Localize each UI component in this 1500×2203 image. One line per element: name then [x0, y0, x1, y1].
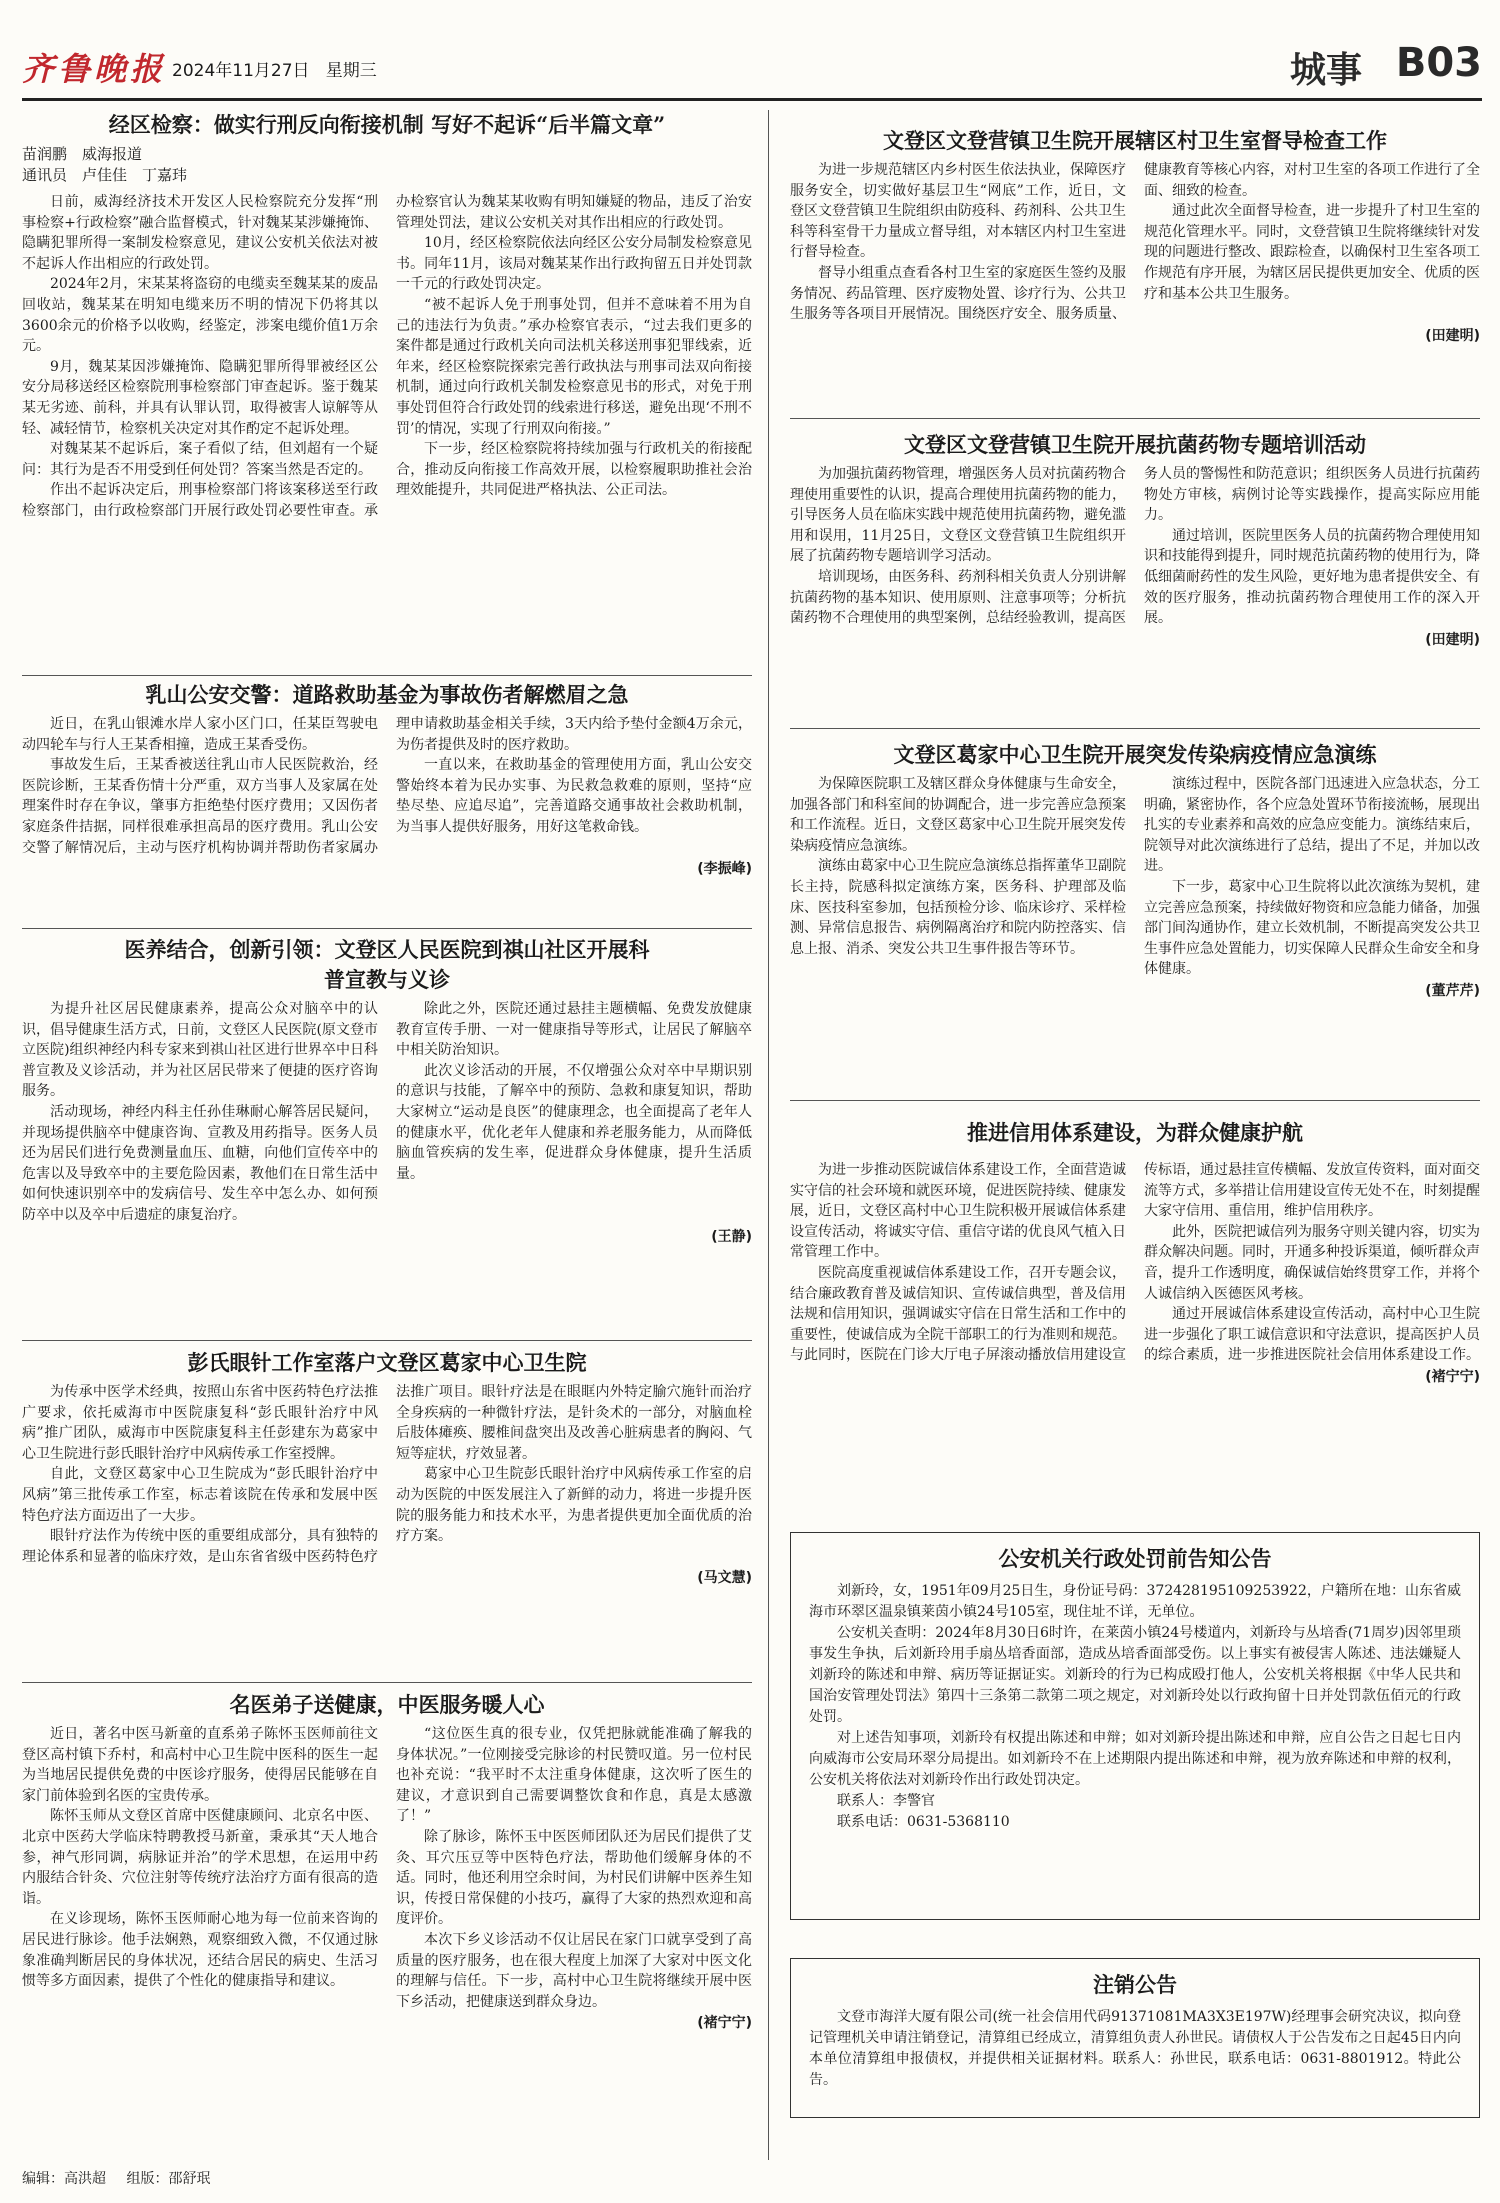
article-body — [22, 192, 752, 522]
article-paragraph: 2024年2月，宋某某将盗窃的电缆卖至魏某某的废品回收站，魏某某在明知电缆来历不明的情况下仍将其以3600余元的价格予以收购，经鉴定，涉案电缆价值1万余元。 — [22, 276, 378, 355]
footer-designer: 组版：邵舒珉 — [126, 2171, 211, 2187]
article-author: (褚宁宁) — [697, 2015, 752, 2032]
article-author: (董芹芹) — [1425, 982, 1480, 999]
article-paragraph: 培训现场，由医务科、药剂科相关负责人分别讲解抗菌药物的基本知识、使用原则、注意事项等；分析抗菌药物不合理使用的典型案例，总结经验教训，提高医务人员的警惕性和防范意识；组织医务人员进行抗菌药物处方审核，病例讨论等实践操作，提高实际应用能力。 — [790, 466, 1480, 627]
article-divider — [22, 1340, 752, 1341]
issue-date — [172, 56, 377, 81]
article-byline: 通讯员 卢佳佳 丁嘉玮 — [22, 166, 188, 184]
article-body — [790, 774, 1480, 980]
article-body — [22, 999, 752, 1226]
article-divider — [790, 728, 1480, 729]
article-body — [790, 160, 1480, 325]
article-paragraph: 为加强抗菌药物管理，增强医务人员对抗菌药物合理使用重要性的认识，提高合理使用抗菌药物的能力，引导医务人员在临床实践中规范使用抗菌药物，避免滥用和误用，11月25日，文登区文登营镇卫生院组织开展了抗菌药物专题培训学习活动。 — [790, 466, 1126, 565]
article-paragraph: 10月，经区检察院依法向经区公安分局制发检察意见书。同年11月，该局对魏某某作出行政拘留五日并处罚款一千元的行政处罚决定。 — [396, 235, 752, 293]
section-title: 城事 — [1289, 49, 1362, 91]
article-author: (王静) — [711, 1228, 752, 1245]
article-paragraph: 为传承中医学术经典，按照山东省中医药特色疗法推广要求，依托威海市中医院康复科“彭氏眼针治疗中风病”推广团队，威海市中医院康复科主任彭建东为葛家中心卫生院进行彭氏眼针治疗中风病传承工作室授牌。 — [22, 1384, 378, 1462]
article-paragraph: 为进一步推动医院诚信体系建设工作，全面营造诚实守信的社会环境和就医环境，促进医院持续、健康发展，近日，文登区高村中心卫生院积极开展诚信体系建设宣传活动，将诚实守信、重信守诺的优良风气植入日常管理工作中。 — [790, 1162, 1126, 1261]
article-paragraph: 一直以来，在救助基金的管理使用方面，乳山公安交警始终本着为民办实事、为民救急救难的原则，坚持“应垫尽垫、应追尽追”，完善道路交通事故社会救助机制，为当事人提供好服务，用好这笔救命钱。 — [396, 757, 752, 835]
article-paragraph: 此次义诊活动的开展，不仅增强公众对卒中早期识别的意识与技能，了解卒中的预防、急救和康复知识，帮助大家树立“运动是良医”的健康理念，也全面提高了老年人的健康水平，优化老年人健康和养老服务能力，从而降低脑血管疾病的发生率，促进群众身体健康，提升生活质量。 — [396, 1062, 752, 1182]
article-antibacterial-training — [790, 430, 1480, 720]
article-peng-eye-needle — [22, 1348, 752, 1678]
article-body — [790, 1160, 1480, 1366]
article-headline: 名医弟子送健康，中医服务暖人心 — [229, 1692, 545, 1717]
article-body — [790, 464, 1480, 629]
article-paragraph: 陈怀玉师从文登区首席中医健康顾问、北京名中医、北京中医药大学临床特聘教授马新童，秉承其“天人地合参，神气形同调，病脉证并治”的学术思想，在运用中药内服结合针灸、穴位注射等传统疗法治疗方面有很高的造诣。 — [22, 1808, 378, 1907]
article-paragraph: 为进一步规范辖区内乡村医生依法执业，保障医疗服务安全，切实做好基层卫生“网底”工作，近日，文登区文登营镇卫生院组织由防疫科、药剂科、公共卫生科等科室骨干力量成立督导组，对本辖区内村卫生室进行督导检查。 — [790, 162, 1126, 261]
article-paragraph: 本次下乡义诊活动不仅让居民在家门口就享受到了高质量的医疗服务，也在很大程度上加深了大家对中医文化的理解与信任。下一步，高村中心卫生院将继续开展中医下乡活动，把健康送到群众身边。 — [396, 1931, 752, 2010]
article-author: (田建明) — [1425, 631, 1480, 648]
footer-editor: 编辑：高洪超 — [22, 2171, 106, 2187]
notice-paragraph: 公安机关查明：2024年8月30日6时许，在莱茵小镇24号楼道内，刘新玲与丛培香(71周岁)因邻里琐事发生争执，后刘新玲用手扇丛培香面部，造成丛培香面部受伤。以上事实有被侵害人陈述、违法嫌疑人刘新玲的陈述和申辩、病历等证据证实。刘新玲的行为已构成殴打他人，公安机关将根据《中华人民共和国治安管理处罚法》第四十三条第二款第二项之规定，对刘新玲处以行政拘留十日并处罚款伍佰元的行政处罚。 — [809, 1625, 1461, 1725]
article-headline: 乳山公安交警：道路救助基金为事故伤者解燃眉之急 — [145, 682, 629, 707]
article-divider — [790, 1100, 1480, 1101]
cancellation-notice-box — [790, 1958, 1480, 2118]
article-paragraph: 为提升社区居民健康素养，提高公众对脑卒中的认识，倡导健康生活方式，日前，文登区人民医院(原文登市立医院)组织神经内科专家来到祺山社区进行世界卒中日科普宣教及义诊活动，并为社区居民带来了便捷的医疗咨询服务。 — [22, 1001, 378, 1100]
article-paragraph: 医院高度重视诚信体系建设工作，召开专题会议，结合廉政教育普及诚信知识、宣传诚信典型，普及信用法规和信用知识，强调诚实守信在日常生活和工作中的重要性，使诚信成为全院干部职工的行为准则和规范。与此同时，医院在门诊大厅电子屏滚动播放信用建设宣传标语，通过悬挂宣传横幅、发放宣传资料，面对面交流等方式，多举措让信用建设宣传无处不在，时刻提醒大家守信用、重信用，维护信用秩序。 — [790, 1162, 1480, 1364]
notice-paragraph: 对上述告知事项，刘新玲有权提出陈述和申辩；如对刘新玲提出陈述和申辩，应自公告之日起七日内向威海市公安局环翠分局提出。如刘新玲不在上述期限内提出陈述和申辩，视为放弃陈述和申辩的权利，公安机关将依法对刘新玲作出行政处罚决定。 — [809, 1730, 1461, 1788]
page-header — [22, 38, 1482, 100]
article-paragraph: 葛家中心卫生院彭氏眼针治疗中风病传承工作室的启动为医院的中医发展注入了新鲜的动力，将进一步提升医院的服务能力和技术水平，为患者提供更加全面优质的治疗方案。 — [396, 1466, 752, 1545]
weekday-text: 星期三 — [325, 61, 377, 81]
article-rushan-traffic — [22, 680, 752, 925]
article-paragraph: 近日，在乳山银滩水岸人家小区门口，任某臣驾驶电动四轮车与行人王某香相撞，造成王某香受伤。 — [22, 716, 378, 753]
article-paragraph: 演练由葛家中心卫生院应急演练总指挥董华卫副院长主持，院感科拟定演练方案，医务科、护理部及临床、医技科室参加，包括预检分诊、临床诊疗、采样检测、异常信息报告、病例隔离治疗和院内防控落实、信息上报、消杀、突发公共卫生事件报告等环节。 — [790, 858, 1126, 957]
article-paragraph: 为保障医院职工及辖区群众身体健康与生命安全，加强各部门和科室间的协调配合，进一步完善应急预案和工作流程。近日，文登区葛家中心卫生院开展突发传染病疫情应急演练。 — [790, 776, 1126, 854]
article-paragraph: 自此，文登区葛家中心卫生院成为“彭氏眼针治疗中风病”第三批传承工作室，标志着该院在传承和发展中医特色疗法方面迈出了一大步。 — [22, 1466, 378, 1524]
article-divider — [22, 928, 752, 929]
masthead-logo: 齐鲁晚报 — [22, 50, 167, 88]
article-paragraph: 作出不起诉决定后，刑事检察部门将该案移送至行政检察部门，由行政检察部门开展行政处罚必要性审查。承办检察官认为魏某某收购有明知嫌疑的物品，违反了治安管理处罚法，建议公安机关对其作出相应的行政处罚。 — [22, 194, 752, 519]
article-headline: 文登区葛家中心卫生院开展突发传染病疫情应急演练 — [893, 742, 1377, 767]
article-paragraph: 通过培训，医院里医务人员的抗菌药物合理使用知识和技能得到提升，同时规范抗菌药物的使用行为，降低细菌耐药性的发生风险，更好地为患者提供安全、有效的医疗服务，推动抗菌药物合理使用工作的深入开展。 — [1144, 527, 1480, 627]
article-body — [22, 714, 752, 858]
article-author: (李振峰) — [697, 861, 752, 878]
article-paragraph: 对魏某某不起诉后，案子看似了结，但刘超有一个疑问：其行为是否不用受到任何处罚？答案当然是否定的。 — [22, 441, 378, 478]
article-paragraph: 督导小组重点查看各村卫生室的家庭医生签约及服务情况、药品管理、医疗废物处置、诊疗行为、公共卫生服务等各项目开展情况。围绕医疗安全、服务质量、健康教育等核心内容，对村卫生室的各项工作进行了全面、细致的检查。 — [790, 162, 1480, 323]
article-paragraph: 通过开展诚信体系建设宣传活动，高村中心卫生院进一步强化了职工诚信意识和守法意识，提高医护人员的综合素质，进一步推进医院社会信用体系建设工作。 — [1144, 1306, 1480, 1364]
notice-paragraph: 文登市海洋大厦有限公司(统一社会信用代码91371081MA3X3E197W)经理事会研究决议，拟向登记管理机关申请注销登记，清算组已经成立，清算组负责人孙世民。请债权人于公告发布之日起45日内向本单位清算组申报债权，并提供相关证据材料。联系人：孙世民，联系电话：0631-8801912。特此公告。 — [809, 2009, 1461, 2088]
article-paragraph: “这位医生真的很专业，仅凭把脉就能准确了解我的身体状况。”一位刚接受完脉诊的村民赞叹道。另一位村民也补充说：“我平时不太注重身体健康，这次听了医生的建议，才意识到自己需要调整饮食和作息，真是太感激了！” — [396, 1726, 752, 1825]
article-byline: 苗润鹏 威海报道 — [22, 145, 143, 163]
article-divider — [22, 675, 752, 676]
article-headline: 经区检察：做实行刑反向衔接机制 写好不起诉“后半篇文章” — [108, 112, 666, 137]
article-headline: 文登区文登营镇卫生院开展抗菌药物专题培训活动 — [904, 432, 1366, 457]
article-headline: 推进信用体系建设，为群众健康护航 — [967, 1120, 1303, 1145]
article-divider — [22, 1682, 752, 1683]
page-footer — [22, 2168, 226, 2188]
article-wendengying-inspection — [790, 126, 1480, 406]
column-divider — [768, 110, 769, 2160]
police-notice-box — [790, 1532, 1480, 1920]
article-paragraph: 除了脉诊，陈怀玉中医医师团队还为居民们提供了艾灸、耳穴压豆等中医特色疗法，帮助他们缓解身体的不适。同时，他还利用空余时间，为村民们讲解中医养生知识，传授日常保健的小技巧，赢得了大家的热烈欢迎和高度评价。 — [396, 1828, 752, 1928]
article-paragraph: 通过此次全面督导检查，进一步提升了村卫生室的规范化管理水平。同时，文登营镇卫生院将继续针对发现的问题进行整改、跟踪检查，以确保村卫生室各项工作规范有序开展，为辖区居民提供更加安全、优质的医疗和基本公共卫生服务。 — [1144, 203, 1480, 302]
notice-contact-phone: 联系电话：0631-5368110 — [837, 1814, 1010, 1830]
header-divider — [22, 98, 1482, 101]
article-body — [22, 1382, 752, 1567]
article-paragraph: 下一步，经区检察院将持续加强与行政机关的衔接配合，推动反向衔接工作高效开展，以检察履职助推社会治理效能提升，共同促进严格执法、公正司法。 — [396, 441, 752, 499]
article-paragraph: 除此之外，医院还通过悬挂主题横幅、免费发放健康教育宣传手册、一对一健康指导等形式，让居民了解脑卒中相关防治知识。 — [396, 1001, 752, 1059]
article-paragraph: 眼针疗法作为传统中医的重要组成部分，具有独特的理论体系和显著的临床疗效，是山东省省级中医药特色疗法推广项目。眼针疗法是在眼眶内外特定腧穴施针而治疗全身疾病的一种微针疗法，是针灸术的一部分，对脑血栓后肢体瘫痪、腰椎间盘突出及改善心脏病患者的胸闷、气短等症状，疗效显著。 — [22, 1384, 752, 1565]
article-paragraph: 9月，魏某某因涉嫌掩饰、隐瞒犯罪所得罪被经区公安分局移送经区检察院刑事检察部门审查起诉。鉴于魏某某无劣迹、前科，并具有认罪认罚，取得被害人谅解等从轻、减轻情节，检察机关决定对其作酌定不起诉处理。 — [22, 358, 378, 437]
article-headline: 医养结合，创新引领：文登区人民医院到祺山社区开展科普宣教与义诊 — [124, 937, 650, 992]
article-author: (马文慧) — [697, 1570, 752, 1587]
date-text: 2024年11月27日 — [172, 61, 310, 81]
article-wendeng-hospital — [22, 935, 752, 1335]
article-paragraph: 日前，威海经济技术开发区人民检察院充分发挥“刑事检察+行政检察”融合监督模式，针对魏某某涉嫌掩饰、隐瞒犯罪所得一案制发检察意见，建议公安机关依法对被不起诉人作出相应的行政处罚。 — [22, 194, 378, 272]
article-headline: 文登区文登营镇卫生院开展辖区村卫生室督导检查工作 — [883, 128, 1387, 153]
article-famous-doctor — [22, 1690, 752, 2150]
article-paragraph: 此外，医院把诚信列为服务守则关键内容，切实为群众解决问题。同时，开通多种投诉渠道，倾听群众声音，提升工作透明度，确保诚信始终贯穿工作，并将个人诚信纳入医德医风考核。 — [1144, 1223, 1480, 1302]
article-author: (褚宁宁) — [1425, 1368, 1480, 1385]
notice-title: 公安机关行政处罚前告知公告 — [998, 1546, 1272, 1571]
article-paragraph: “被不起诉人免于刑事处罚，但并不意味着不用为自己的违法行为负责。”承办检察官表示，“过去我们更多的案件都是通过行政机关向司法机关移送刑事犯罪线索，近年来，经区检察院探索完善行政执法与刑事司法双向衔接机制，通过向行政机关制发检察意见书的形式，对免于刑事处罚但符合行政处罚的线索进行移送，避免出现‘不刑不罚’的情况，实现了行刑双向衔接。” — [396, 296, 752, 437]
article-credit-system — [790, 1118, 1480, 1508]
notice-contact-person: 联系人：李警官 — [837, 1793, 935, 1809]
article-paragraph: 事故发生后，王某香被送往乳山市人民医院救治，经医院诊断，王某香伤情十分严重，双方当事人及家属在处理案件时存在争议，肇事方拒绝垫付医疗费用；又因伤者家庭条件拮据，同样很难承担高昂的医疗费用。乳山公安交警了解情况后，主动与医疗机构协调并帮助伤者家属办理申请救助基金相关手续，3天内给予垫付金额4万余元，为伤者提供及时的医疗救助。 — [22, 716, 752, 856]
notice-paragraph: 刘新玲，女，1951年09月25日生，身份证号码：372428195109253922，户籍所在地：山东省威海市环翠区温泉镇莱茵小镇24号105室，现住址不详，无单位。 — [809, 1583, 1461, 1620]
article-paragraph: 在义诊现场，陈怀玉医师耐心地为每一位前来咨询的居民进行脉诊。他手法娴熟，观察细致入微，不仅通过脉象准确判断居民的身体状况，还结合居民的病史、生活习惯等多方面因素，提供了个性化的健康指导和建议。 — [22, 1911, 378, 1990]
article-paragraph: 演练过程中，医院各部门迅速进入应急状态，分工明确，紧密协作，各个应急处置环节衔接流畅，展现出扎实的专业素养和高效的应急应变能力。演练结束后，院领导对此次演练进行了总结，提出了不足，并加以改进。 — [1144, 776, 1480, 875]
article-body — [22, 1724, 752, 2012]
article-divider — [790, 418, 1480, 419]
article-paragraph: 活动现场，神经内科主任孙佳琳耐心解答居民疑问，并现场提供脑卒中健康咨询、宣教及用药指导。医务人员还为居民们进行免费测量血压、血糖，向他们宣传卒中的危害以及导致卒中的主要危险因素，教他们在日常生活中如何快速识别卒中的发病信号、发生卒中怎么办、如何预防卒中以及卒中后遗症的康复治疗。 — [22, 1103, 378, 1223]
page-number: B03 — [1395, 40, 1482, 86]
notice-title: 注销公告 — [1093, 1972, 1177, 1997]
article-headline: 彭氏眼针工作室落户文登区葛家中心卫生院 — [187, 1350, 587, 1375]
article-jingqu-procuratorate — [22, 110, 752, 670]
article-author: (田建明) — [1425, 327, 1480, 344]
article-paragraph: 下一步，葛家中心卫生院将以此次演练为契机，建立完善应急预案，持续做好物资和应急能力储备，加强部门间沟通协作，建立长效机制，不断提高突发公共卫生事件应急处置能力，切实保障人民群众生命安全和身体健康。 — [1144, 878, 1480, 978]
article-paragraph: 近日，著名中医马新童的直系弟子陈怀玉医师前往文登区高村镇下乔村，和高村中心卫生院中医科的医生一起为当地居民提供免费的中医诊疗服务，使得居民能够在自家门前体验到名医的宝贵传承。 — [22, 1726, 378, 1804]
article-epidemic-drill — [790, 740, 1480, 1090]
